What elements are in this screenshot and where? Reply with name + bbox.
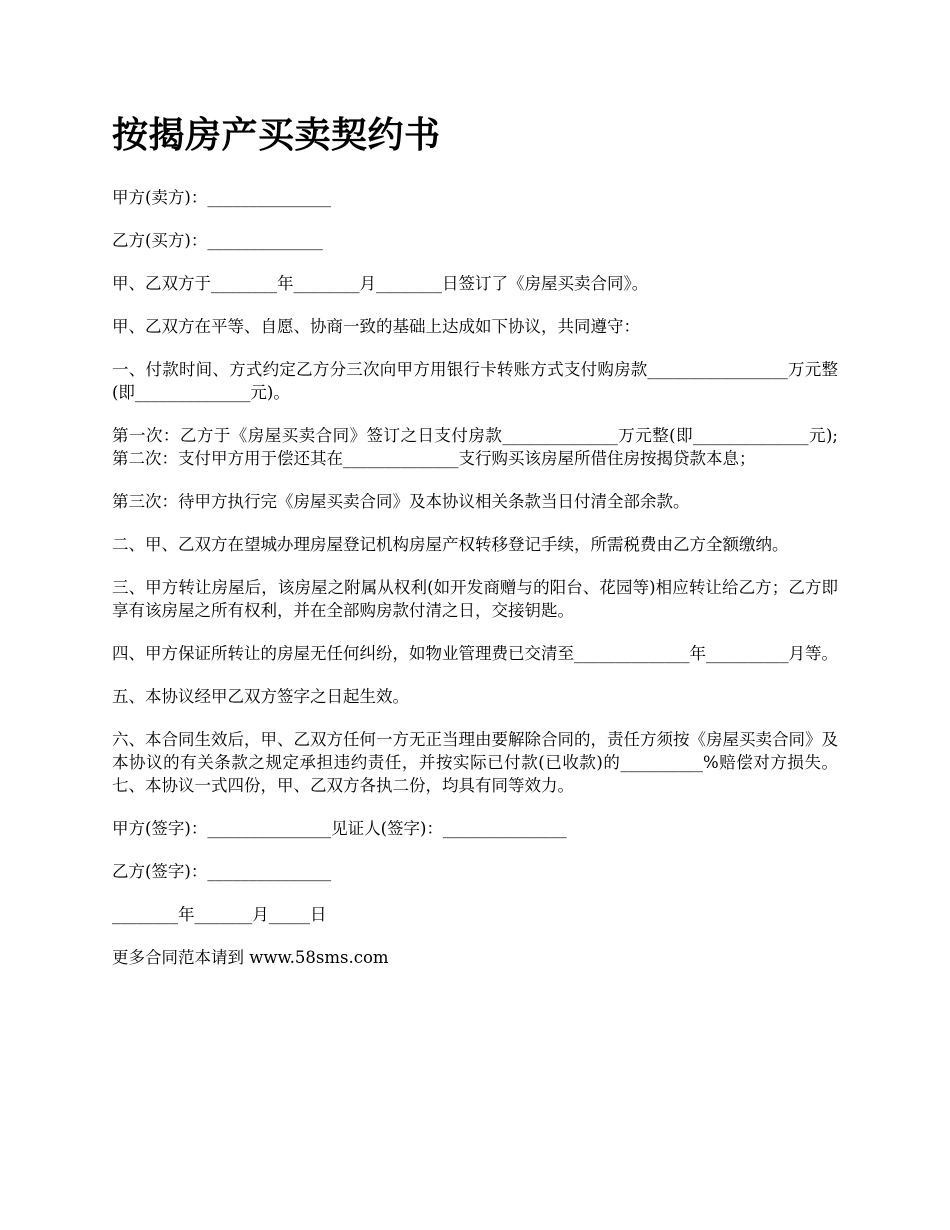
payment-third: 第三次：待甲方执行完《房屋买卖合同》及本协议相关条款当日付清全部余款。: [112, 492, 690, 511]
clause-1-payment: 一、付款时间、方式约定乙方分三次向甲方用银行卡转账方式支付购房款_________________万元整(即______________元)。: [112, 360, 838, 402]
clause-4-guarantee: 四、甲方保证所转让的房屋无任何纠纷，如物业管理费已交清至______________年__________月等。: [112, 644, 838, 663]
agreement-intro-paragraph: 甲、乙双方在平等、自愿、协商一致的基础上达成如下协议，共同遵守：: [112, 317, 640, 336]
payment-first-second: 第一次：乙方于《房屋买卖合同》签订之日支付房款______________万元整(即______________元);第二次：支付甲方用于偿还其在______________支行购买该房屋所借住房按揭贷款本息；: [112, 426, 838, 468]
party-b-buyer-line: 乙方(买方)：______________: [112, 231, 323, 250]
clause-6-7-breach-copies: 六、本合同生效后，甲、乙双方任何一方无正当理由要解除合同的，责任方须按《房屋买卖合同》及本协议的有关条款之规定承担违约责任，并按实际已付款(已收款)的__________%赔偿对方损失。七、本协议一式四份，甲、乙双方各执二份，均具有同等效力。: [112, 730, 838, 795]
signature-date: ________年_______月_____日: [112, 905, 327, 924]
signature-party-a-witness: 甲方(签字)：_______________见证人(签字)：_______________: [112, 819, 567, 838]
clause-5-effective: 五、本协议经甲乙双方签字之日起生效。: [112, 687, 409, 706]
party-a-seller-line: 甲方(卖方)：_______________: [112, 188, 332, 207]
document-title: 按揭房产买卖契约书: [112, 114, 441, 156]
contract-date-paragraph: 甲、乙双方于________年________月________日签订了《房屋买卖合同》。: [112, 274, 649, 293]
clause-3-transfer: 三、甲方转让房屋后，该房屋之附属从权利(如开发商赠与的阳台、花园等)相应转让给乙方；乙方即享有该房屋之所有权利，并在全部购房款付清之日，交接钥匙。: [112, 578, 838, 620]
footer-more-templates: 更多合同范本请到 www.58sms.com: [112, 948, 389, 967]
clause-2-registration: 二、甲、乙双方在望城办理房屋登记机构房屋产权转移登记手续，所需税费由乙方全额缴纳。: [112, 535, 789, 554]
signature-party-b: 乙方(签字)：_______________: [112, 862, 332, 881]
